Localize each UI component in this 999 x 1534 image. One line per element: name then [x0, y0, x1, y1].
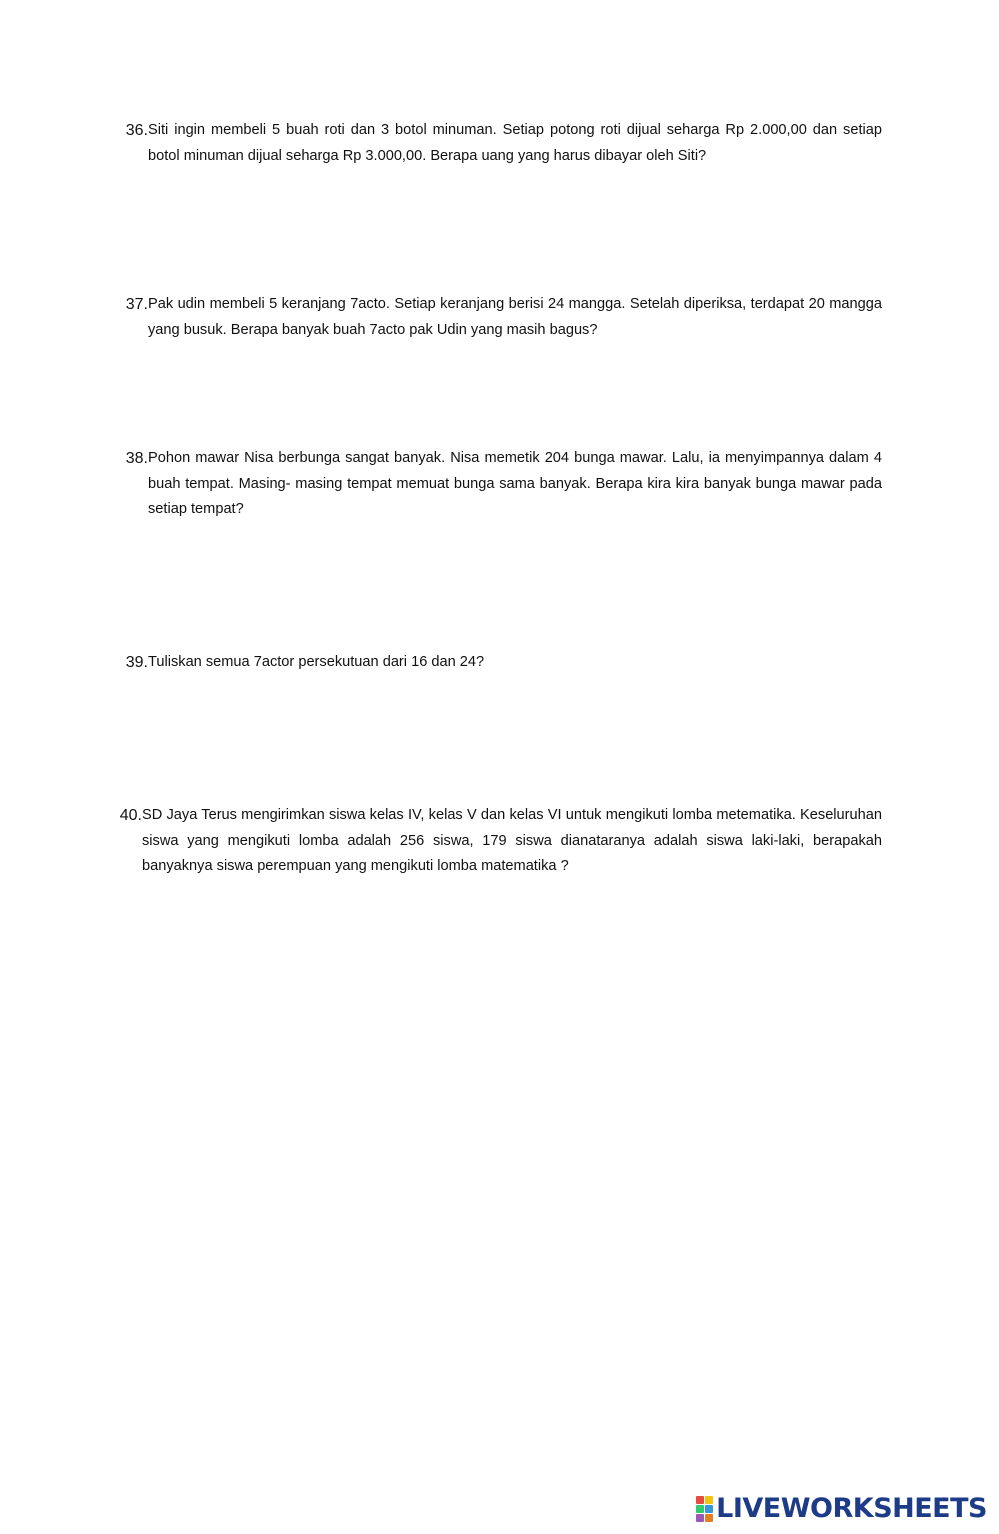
- question-number: 36.: [125, 122, 148, 139]
- logo-tile: [696, 1505, 704, 1513]
- question-37: [112, 292, 882, 343]
- question-39: [112, 650, 882, 676]
- logo-tile: [705, 1505, 713, 1513]
- question-number: 38.: [125, 450, 148, 467]
- logo-tile: [705, 1496, 713, 1504]
- question-38: [112, 446, 882, 523]
- question-number: 40.: [119, 807, 142, 824]
- question-text: Siti ingin membeli 5 buah roti dan 3 botol minuman. Setiap potong roti dijual seharga Rp 2.000,00 dan setiap botol minuman dijual seharga Rp 3.000,00. Berapa uang yang harus dibayar oleh Siti?: [148, 122, 882, 164]
- question-number: 39.: [125, 654, 148, 671]
- question-text: Tuliskan semua 7actor persekutuan dari 16 dan 24?: [148, 654, 485, 670]
- logo-tile: [696, 1514, 704, 1522]
- brand-name: LIVEWORKSHEETS: [716, 1493, 987, 1524]
- liveworksheets-brand[interactable]: [696, 1494, 987, 1524]
- logo-tile: [696, 1496, 704, 1504]
- question-text: Pohon mawar Nisa berbunga sangat banyak. Nisa memetik 204 bunga mawar. Lalu, ia menyimpannya dalam 4 buah tempat. Masing- masing tempat memuat bunga sama banyak. Berapa kira kira banyak bunga mawar pada setiap tempat?: [148, 450, 882, 517]
- logo-tile: [705, 1514, 713, 1522]
- question-number: 37.: [125, 296, 148, 313]
- question-36: [112, 118, 882, 169]
- question-text: Pak udin membeli 5 keranjang 7acto. Setiap keranjang berisi 24 mangga. Setelah diperiksa, terdapat 20 mangga yang busuk. Berapa banyak buah 7acto pak Udin yang masih bagus?: [148, 296, 882, 338]
- question-40: [112, 803, 882, 880]
- liveworksheets-logo-icon: [696, 1496, 713, 1522]
- question-text: SD Jaya Terus mengirimkan siswa kelas IV, kelas V dan kelas VI untuk mengikuti lomba metematika. Keseluruhan siswa yang mengikuti lomba adalah 256 siswa, 179 siswa dianataranya adalah siswa laki-laki, berapakah banyaknya siswa perempuan yang mengikuti lomba matematika ?: [142, 807, 882, 874]
